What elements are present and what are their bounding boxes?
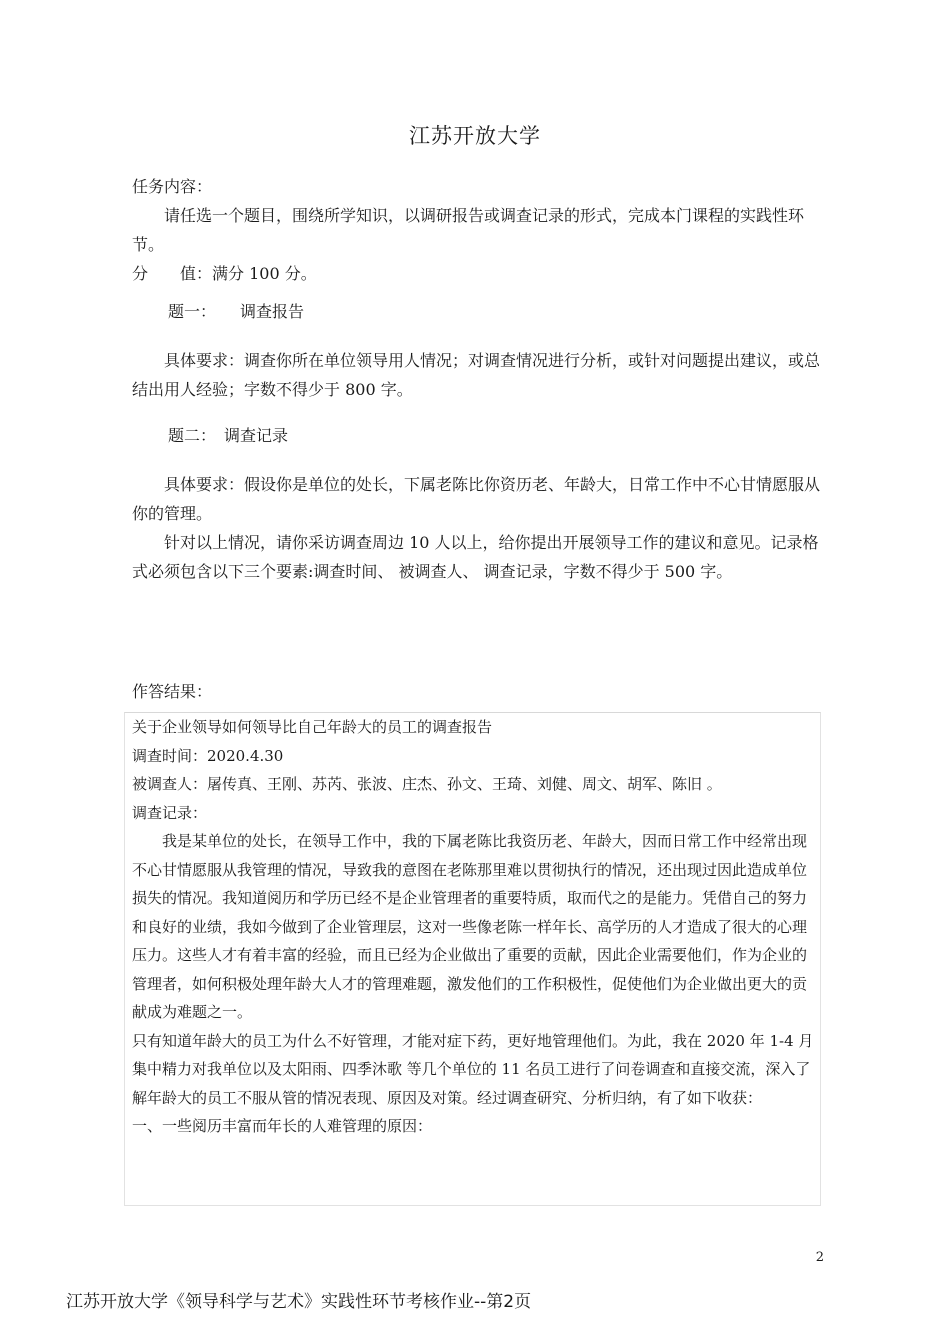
score-line: 分 值：满分 100 分。 bbox=[132, 264, 317, 283]
answer-content bbox=[132, 713, 817, 1141]
task-label: 任务内容： bbox=[132, 177, 213, 196]
topic2-requirement-2: 针对以上情况，请你采访调查周边 10 人以上，给你提出开展领导工作的建议和意见。记录格式必须包含以下三个要素:调查时间、 被调查人、 调查记录，字数不得少于 500 字。 bbox=[132, 533, 819, 581]
topic2-requirements bbox=[132, 470, 822, 586]
page-number: 2 bbox=[815, 1250, 824, 1265]
section-heading-1: 一、一些阅历丰富而年长的人难管理的原因： bbox=[132, 1117, 433, 1135]
answer-label: 作答结果： bbox=[132, 682, 213, 701]
topic1-heading: 题一： 调查报告 bbox=[168, 302, 305, 321]
page-footer: 江苏开放大学《领导科学与艺术》实践性环节考核作业--第2页 bbox=[66, 1292, 532, 1312]
record-label: 调查记录： bbox=[132, 803, 208, 822]
task-instruction: 请任选一个题目，围绕所学知识，以调研报告或调查记录的形式，完成本门课程的实践性环节。 bbox=[132, 206, 805, 254]
topic2-heading: 题二： 调查记录 bbox=[168, 426, 289, 445]
answer-box bbox=[124, 712, 821, 1206]
task-section bbox=[132, 172, 822, 288]
record-paragraph-1: 我是某单位的处长，在领导工作中，我的下属老陈比我资历老、年龄大，因而日常工作中经常出现不心甘情愿服从我管理的情况，导致我的意图在老陈那里难以贯彻执行的情况，还出现过因此造成单位损失的情况。我知道阅历和学历已经不是企业管理者的重要特质，取而代之的是能力。凭借自己的努力和良好的业绩，我如今做到了企业管理层，这对一些像老陈一样年长、高学历的人才造成了很大的心理压力。这些人才有着丰富的经验，而且已经为企业做出了重要的贡献，因此企业需要他们，作为企业的管理者，如何积极处理年龄大人才的管理难题，激发他们的工作积极性，促使他们为企业做出更大的贡献成为难题之一。 bbox=[132, 832, 808, 1021]
page-title: 江苏开放大学 bbox=[409, 124, 541, 148]
record-paragraph-2: 只有知道年龄大的员工为什么不好管理，才能对症下药，更好地管理他们。为此，我在 2020 年 1-4 月 集中精力对我单位以及太阳雨、四季沐歌 等几个单位的 11 名员工进行了问卷调查和直接交流，深入了解年龄大的员工不服从管的情况表现、原因及对策。经过调查研究、分析归纳，有了如下收获： bbox=[132, 1031, 814, 1107]
topic2-requirement-1: 具体要求：假设你是单位的处长，下属老陈比你资历老、年龄大，日常工作中不心甘情愿服从你的管理。 bbox=[132, 475, 821, 523]
report-title: 关于企业领导如何领导比自己年龄大的员工的调查报告 bbox=[132, 718, 493, 736]
respondents: 被调查人：屠传真、王刚、苏芮、张波、庄杰、孙文、王琦、刘健、周文、胡军、陈旧 。 bbox=[132, 775, 722, 793]
topic1-requirement: 具体要求：调查你所在单位领导用人情况；对调查情况进行分析，或针对问题提出建议，或总结出用人经验；字数不得少于 800 字。 bbox=[132, 351, 821, 399]
survey-time: 调查时间：2020.4.30 bbox=[132, 746, 284, 765]
